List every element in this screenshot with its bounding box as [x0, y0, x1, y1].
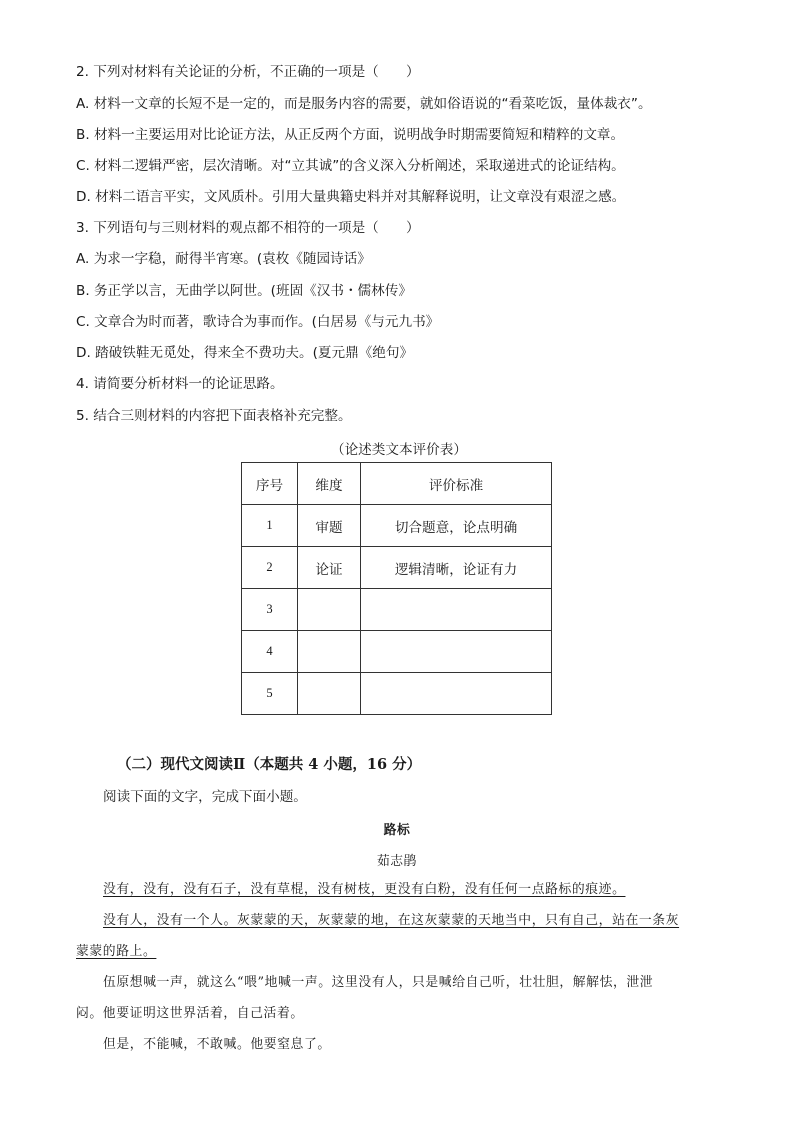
- story-title: 路标: [383, 823, 411, 838]
- section-heading: （二）现代文阅读Ⅱ（本题共 4 小题，16 分）: [117, 756, 422, 773]
- table-cell-empty[interactable]: [361, 631, 552, 673]
- story-author: 茹志鹃: [376, 854, 418, 869]
- table-cell: 3: [242, 589, 298, 631]
- table-cell: 1: [242, 505, 298, 547]
- question-2-option-b[interactable]: B. 材料一主要运用对比论证方法，从正反两个方面，说明战争时期需要简短和精粹的文章。: [76, 127, 625, 143]
- question-3-option-d[interactable]: D. 踏破铁鞋无觅处，得来全不费功夫。(夏元鼎《绝句》: [76, 345, 414, 361]
- table-row: [242, 547, 552, 589]
- question-4: 4. 请简要分析材料一的论证思路。: [76, 376, 284, 392]
- question-3-stem: 3. 下列语句与三则材料的观点都不相符的一项是（ ）: [76, 220, 420, 236]
- question-2-option-c[interactable]: C. 材料二逻辑严密，层次清晰。对“立其诚”的含义深入分析阐述，采取递进式的论证结构。: [76, 158, 625, 174]
- table-row: [242, 673, 552, 715]
- table-cell: 4: [242, 631, 298, 673]
- table-cell-empty[interactable]: [298, 631, 361, 673]
- story-paragraph-1: 没有，没有，没有石子，没有草棍，没有树枝，更没有白粉，没有任何一点路标的痕迹。: [103, 882, 626, 897]
- table-row: [242, 631, 552, 673]
- question-5: 5. 结合三则材料的内容把下面表格补充完整。: [76, 408, 352, 424]
- table-row: [242, 505, 552, 547]
- table-cell-empty[interactable]: [361, 673, 552, 715]
- evaluation-table: [241, 462, 552, 715]
- story-paragraph-3-line-1: 伍原想喊一声，就这么“喂”地喊一声。这里没有人，只是喊给自己听，壮壮胆，解解怯，泄泄: [103, 975, 654, 990]
- header-cell: 维度: [298, 463, 361, 505]
- question-3-option-c[interactable]: C. 文章合为时而著，歌诗合为事而作。(白居易《与元九书》: [76, 314, 440, 330]
- story-paragraph-3-line-2: 闷。他要证明这世界活着，自己活着。: [76, 1006, 304, 1021]
- question-3-option-a[interactable]: A. 为求一字稳，耐得半宵寒。(袁枚《随园诗话》: [76, 251, 371, 267]
- table-cell-empty[interactable]: [298, 673, 361, 715]
- header-cell: 序号: [242, 463, 298, 505]
- header-cell: 评价标准: [361, 463, 552, 505]
- table-cell: 切合题意，论点明确: [361, 505, 552, 547]
- story-paragraph-2-line-2: 蒙蒙的路上。: [76, 944, 157, 959]
- table-caption: （论述类文本评价表）: [331, 442, 467, 458]
- section-instruction: 阅读下面的文字，完成下面小题。: [103, 789, 307, 805]
- question-2-option-a[interactable]: A. 材料一文章的长短不是一定的，而是服务内容的需要，就如俗语说的“看菜吃饭，量体裁衣”。: [76, 96, 652, 112]
- table-cell-empty[interactable]: [298, 589, 361, 631]
- table-header-row: [242, 463, 552, 505]
- story-paragraph-4: 但是，不能喊，不敢喊。他要窒息了。: [103, 1037, 331, 1052]
- table-row: [242, 589, 552, 631]
- question-2-stem: 2. 下列对材料有关论证的分析，不正确的一项是（ ）: [76, 64, 420, 80]
- table-cell: 2: [242, 547, 298, 589]
- question-3-option-b[interactable]: B. 务正学以言，无曲学以阿世。(班固《汉书・儒林传》: [76, 283, 412, 299]
- table-cell: 审题: [298, 505, 361, 547]
- table-cell: 5: [242, 673, 298, 715]
- table-cell: 逻辑清晰，论证有力: [361, 547, 552, 589]
- table-cell-empty[interactable]: [361, 589, 552, 631]
- table-cell: 论证: [298, 547, 361, 589]
- question-2-option-d[interactable]: D. 材料二语言平实，文风质朴。引用大量典籍史料并对其解释说明，让文章没有艰涩之感。: [76, 189, 626, 205]
- story-paragraph-2-line-1: 没有人，没有一个人。灰蒙蒙的天，灰蒙蒙的地，在这灰蒙蒙的天地当中，只有自己，站在一条灰: [103, 913, 680, 928]
